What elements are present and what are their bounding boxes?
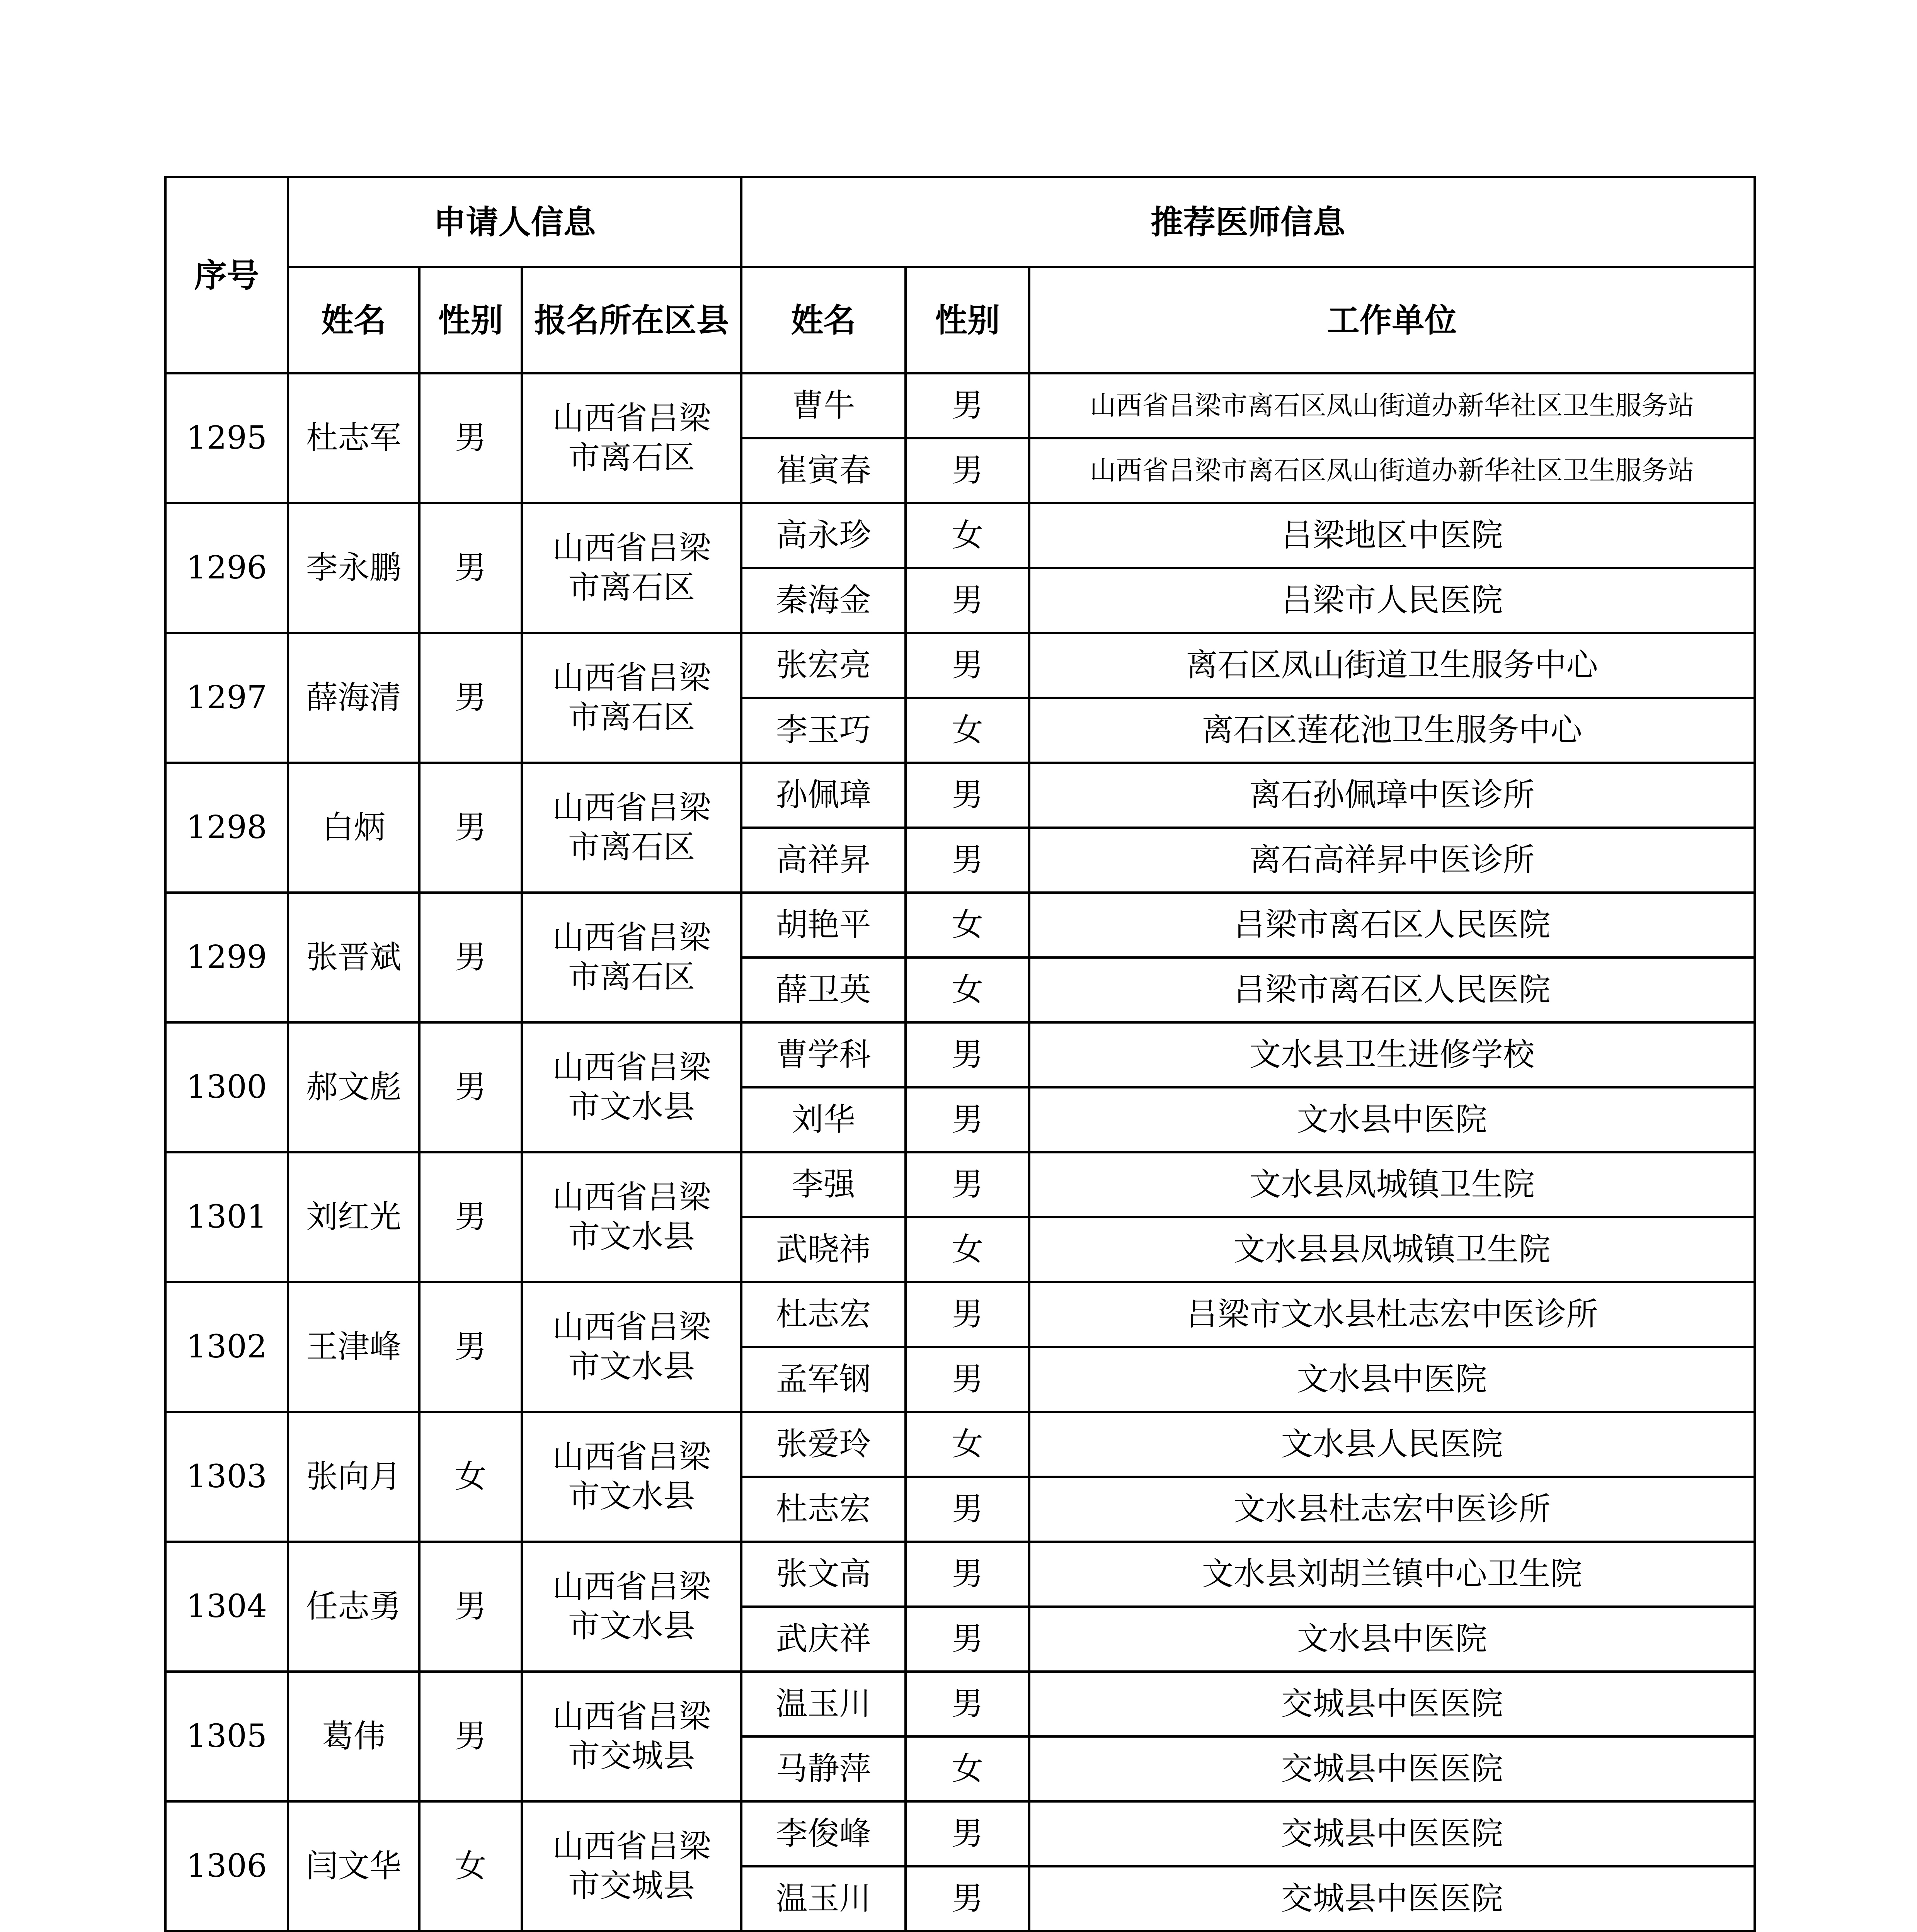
cell-doctor-gender: 男: [906, 633, 1029, 698]
cell-seq: 1301: [165, 1152, 288, 1282]
cell-doctor-name: 孙佩璋: [741, 763, 906, 828]
cell-doctor-unit: 文水县卫生进修学校: [1029, 1022, 1755, 1087]
cell-doctor-gender: 男: [906, 568, 1029, 633]
cell-applicant-gender: 男: [419, 1022, 522, 1152]
cell-doctor-name: 胡艳平: [741, 893, 906, 957]
cell-applicant-region: 山西省吕梁市文水县: [522, 1542, 741, 1672]
cell-applicant-gender: 女: [419, 1412, 522, 1542]
table-row: [165, 633, 1755, 698]
cell-doctor-gender: 男: [906, 1087, 1029, 1152]
cell-doctor-name: 薛卫英: [741, 957, 906, 1022]
cell-doctor-gender: 男: [906, 1347, 1029, 1412]
cell-doctor-unit: 吕梁地区中医院: [1029, 503, 1755, 568]
cell-doctor-unit: 离石孙佩璋中医诊所: [1029, 763, 1755, 828]
table-row: [165, 1282, 1755, 1347]
cell-doctor-gender: 男: [906, 1801, 1029, 1866]
table-body: [165, 373, 1755, 1932]
cell-applicant-region: 山西省吕梁市离石区: [522, 503, 741, 633]
header-doctor-info: 推荐医师信息: [741, 177, 1755, 267]
cell-applicant-name: 张向月: [288, 1412, 419, 1542]
cell-seq: 1304: [165, 1542, 288, 1672]
cell-applicant-region: 山西省吕梁市文水县: [522, 1412, 741, 1542]
cell-doctor-unit: 交城县中医医院: [1029, 1736, 1755, 1801]
table-row: [165, 1672, 1755, 1736]
cell-seq: 1297: [165, 633, 288, 763]
cell-applicant-gender: 男: [419, 1152, 522, 1282]
table-row: [165, 763, 1755, 828]
cell-doctor-name: 曹学科: [741, 1022, 906, 1087]
header-applicant-region: 报名所在区县: [522, 267, 741, 373]
cell-doctor-name: 武庆祥: [741, 1607, 906, 1672]
cell-doctor-unit: 吕梁市文水县杜志宏中医诊所: [1029, 1282, 1755, 1347]
cell-doctor-gender: 男: [906, 1022, 1029, 1087]
cell-doctor-name: 温玉川: [741, 1672, 906, 1736]
cell-doctor-gender: 男: [906, 1542, 1029, 1607]
cell-applicant-name: 白炳: [288, 763, 419, 893]
cell-doctor-unit: 山西省吕梁市离石区凤山街道办新华社区卫生服务站: [1029, 438, 1755, 503]
cell-seq: 1302: [165, 1282, 288, 1412]
cell-doctor-gender: 男: [906, 1866, 1029, 1931]
cell-doctor-name: 刘华: [741, 1087, 906, 1152]
cell-doctor-name: 崔寅春: [741, 438, 906, 503]
cell-doctor-gender: 男: [906, 438, 1029, 503]
cell-applicant-name: 葛伟: [288, 1672, 419, 1801]
table-row: [165, 1542, 1755, 1607]
cell-doctor-gender: 男: [906, 1152, 1029, 1217]
cell-applicant-name: 闫文华: [288, 1801, 419, 1931]
cell-doctor-gender: 女: [906, 698, 1029, 763]
cell-doctor-unit: 离石区莲花池卫生服务中心: [1029, 698, 1755, 763]
cell-applicant-region: 山西省吕梁市交城县: [522, 1801, 741, 1931]
cell-doctor-gender: 男: [906, 1672, 1029, 1736]
cell-doctor-name: 李玉巧: [741, 698, 906, 763]
cell-doctor-unit: 吕梁市人民医院: [1029, 568, 1755, 633]
table-row: [165, 373, 1755, 438]
cell-seq: 1300: [165, 1022, 288, 1152]
cell-doctor-name: 张文高: [741, 1542, 906, 1607]
cell-doctor-unit: 文水县中医院: [1029, 1087, 1755, 1152]
cell-applicant-gender: 男: [419, 503, 522, 633]
cell-doctor-gender: 女: [906, 893, 1029, 957]
cell-doctor-gender: 男: [906, 828, 1029, 893]
cell-doctor-gender: 女: [906, 1736, 1029, 1801]
header-applicant-name: 姓名: [288, 267, 419, 373]
cell-applicant-gender: 男: [419, 1542, 522, 1672]
cell-applicant-name: 李永鹏: [288, 503, 419, 633]
cell-doctor-unit: 吕梁市离石区人民医院: [1029, 893, 1755, 957]
cell-doctor-unit: 交城县中医医院: [1029, 1801, 1755, 1866]
cell-doctor-unit: 文水县中医院: [1029, 1347, 1755, 1412]
cell-doctor-unit: 离石高祥昇中医诊所: [1029, 828, 1755, 893]
cell-doctor-unit: 交城县中医医院: [1029, 1866, 1755, 1931]
cell-applicant-gender: 男: [419, 633, 522, 763]
table-row: [165, 893, 1755, 957]
cell-doctor-unit: 离石区凤山街道卫生服务中心: [1029, 633, 1755, 698]
cell-doctor-unit: 文水县杜志宏中医诊所: [1029, 1477, 1755, 1542]
cell-doctor-gender: 男: [906, 373, 1029, 438]
cell-doctor-unit: 文水县县凤城镇卫生院: [1029, 1217, 1755, 1282]
cell-applicant-region: 山西省吕梁市文水县: [522, 1022, 741, 1152]
cell-applicant-gender: 女: [419, 1801, 522, 1931]
cell-applicant-region: 山西省吕梁市交城县: [522, 1672, 741, 1801]
cell-doctor-name: 杜志宏: [741, 1282, 906, 1347]
cell-applicant-region: 山西省吕梁市文水县: [522, 1282, 741, 1412]
cell-applicant-name: 张晋斌: [288, 893, 419, 1022]
header-doctor-gender: 性别: [906, 267, 1029, 373]
cell-doctor-gender: 女: [906, 957, 1029, 1022]
cell-doctor-name: 杜志宏: [741, 1477, 906, 1542]
header-doctor-unit: 工作单位: [1029, 267, 1755, 373]
table-row: [165, 1022, 1755, 1087]
cell-seq: 1303: [165, 1412, 288, 1542]
cell-doctor-name: 李俊峰: [741, 1801, 906, 1866]
table-row: [165, 1801, 1755, 1866]
cell-doctor-unit: 文水县凤城镇卫生院: [1029, 1152, 1755, 1217]
cell-doctor-name: 温玉川: [741, 1866, 906, 1931]
table-row: [165, 1412, 1755, 1477]
header-doctor-name: 姓名: [741, 267, 906, 373]
cell-doctor-name: 马静萍: [741, 1736, 906, 1801]
cell-doctor-unit: 文水县中医院: [1029, 1607, 1755, 1672]
applicant-table: [164, 176, 1756, 1932]
cell-applicant-region: 山西省吕梁市离石区: [522, 763, 741, 893]
table-row: [165, 503, 1755, 568]
cell-doctor-gender: 男: [906, 1282, 1029, 1347]
cell-applicant-region: 山西省吕梁市离石区: [522, 373, 741, 503]
cell-doctor-unit: 文水县人民医院: [1029, 1412, 1755, 1477]
cell-doctor-name: 武晓祎: [741, 1217, 906, 1282]
cell-seq: 1296: [165, 503, 288, 633]
cell-applicant-name: 刘红光: [288, 1152, 419, 1282]
cell-doctor-unit: 山西省吕梁市离石区凤山街道办新华社区卫生服务站: [1029, 373, 1755, 438]
cell-doctor-gender: 男: [906, 1477, 1029, 1542]
cell-applicant-gender: 男: [419, 763, 522, 893]
cell-seq: 1299: [165, 893, 288, 1022]
cell-doctor-name: 张宏亮: [741, 633, 906, 698]
cell-doctor-unit: 吕梁市离石区人民医院: [1029, 957, 1755, 1022]
cell-applicant-region: 山西省吕梁市离石区: [522, 893, 741, 1022]
cell-doctor-unit: 交城县中医医院: [1029, 1672, 1755, 1736]
cell-applicant-name: 任志勇: [288, 1542, 419, 1672]
cell-applicant-region: 山西省吕梁市文水县: [522, 1152, 741, 1282]
cell-applicant-gender: 男: [419, 893, 522, 1022]
cell-doctor-name: 高永珍: [741, 503, 906, 568]
cell-seq: 1305: [165, 1672, 288, 1801]
cell-doctor-name: 李强: [741, 1152, 906, 1217]
cell-doctor-unit: 文水县刘胡兰镇中心卫生院: [1029, 1542, 1755, 1607]
cell-doctor-gender: 女: [906, 1217, 1029, 1282]
cell-applicant-name: 郝文彪: [288, 1022, 419, 1152]
cell-applicant-region: 山西省吕梁市离石区: [522, 633, 741, 763]
header-applicant-info: 申请人信息: [288, 177, 741, 267]
header-seq: 序号: [165, 177, 288, 373]
cell-doctor-gender: 男: [906, 763, 1029, 828]
cell-seq: 1306: [165, 1801, 288, 1931]
cell-applicant-gender: 男: [419, 1672, 522, 1801]
table-row: [165, 1152, 1755, 1217]
cell-applicant-gender: 男: [419, 373, 522, 503]
cell-doctor-name: 曹牛: [741, 373, 906, 438]
cell-doctor-gender: 女: [906, 1412, 1029, 1477]
cell-doctor-name: 高祥昇: [741, 828, 906, 893]
header-applicant-gender: 性别: [419, 267, 522, 373]
cell-doctor-name: 张爱玲: [741, 1412, 906, 1477]
cell-seq: 1298: [165, 763, 288, 893]
cell-seq: 1295: [165, 373, 288, 503]
cell-applicant-gender: 男: [419, 1282, 522, 1412]
cell-doctor-name: 秦海金: [741, 568, 906, 633]
cell-doctor-name: 孟军钢: [741, 1347, 906, 1412]
cell-applicant-name: 薛海清: [288, 633, 419, 763]
cell-doctor-gender: 女: [906, 503, 1029, 568]
cell-applicant-name: 王津峰: [288, 1282, 419, 1412]
cell-applicant-name: 杜志军: [288, 373, 419, 503]
cell-doctor-gender: 男: [906, 1607, 1029, 1672]
